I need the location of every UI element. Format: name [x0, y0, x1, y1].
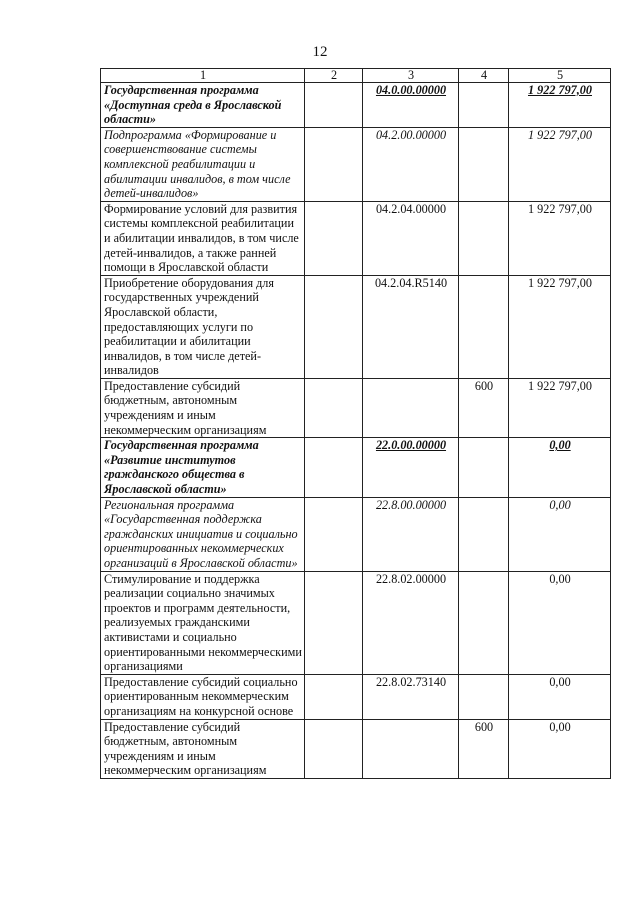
row-col2 — [305, 378, 363, 437]
row-amount: 1 922 797,00 — [509, 275, 611, 378]
row-col2 — [305, 719, 363, 778]
header-col-1: 1 — [101, 69, 305, 83]
row-col2 — [305, 127, 363, 201]
row-amount: 1 922 797,00 — [509, 127, 611, 201]
table-row — [101, 275, 611, 378]
row-col4 — [459, 674, 509, 719]
header-col-5: 5 — [509, 69, 611, 83]
row-amount: 1 922 797,00 — [509, 378, 611, 437]
row-name: Подпрограмма «Формирование и совершенствование системы комплексной реабилитации и абилитации инвалидов, в том числе детей-инвалидов» — [101, 127, 305, 201]
row-code — [363, 719, 459, 778]
row-name: Государственная программа «Доступная среда в Ярославской области» — [101, 83, 305, 128]
row-code: 22.8.02.00000 — [363, 571, 459, 674]
row-col4: 600 — [459, 719, 509, 778]
row-col4: 600 — [459, 378, 509, 437]
table-row — [101, 378, 611, 437]
row-name: Стимулирование и поддержка реализации социально значимых проектов и программ деятельности, реализуемых гражданскими активистами и социально ориентированными некоммерческими организациями — [101, 571, 305, 674]
table-row — [101, 497, 611, 571]
row-name: Формирование условий для развития системы комплексной реабилитации и абилитации инвалидов, в том числе детей-инвалидов, а также ранней помощи в Ярославской области — [101, 201, 305, 275]
row-code: 22.0.00.00000 — [363, 438, 459, 497]
row-amount: 0,00 — [509, 571, 611, 674]
table-header-row — [101, 69, 611, 83]
header-col-3: 3 — [363, 69, 459, 83]
row-name: Предоставление субсидий бюджетным, автономным учреждениям и иным некоммерческим организациям — [101, 719, 305, 778]
row-code: 04.2.04.00000 — [363, 201, 459, 275]
row-col2 — [305, 83, 363, 128]
row-code — [363, 378, 459, 437]
row-col2 — [305, 438, 363, 497]
row-col4 — [459, 571, 509, 674]
header-col-2: 2 — [305, 69, 363, 83]
table-row — [101, 571, 611, 674]
row-col4 — [459, 438, 509, 497]
table-row — [101, 127, 611, 201]
table-row — [101, 674, 611, 719]
row-amount: 1 922 797,00 — [509, 83, 611, 128]
row-code: 04.2.00.00000 — [363, 127, 459, 201]
table-row — [101, 201, 611, 275]
table-row — [101, 438, 611, 497]
row-col4 — [459, 127, 509, 201]
row-col4 — [459, 275, 509, 378]
row-name: Предоставление субсидий социально ориентированным некоммерческим организациям на конкурсной основе — [101, 674, 305, 719]
budget-table — [100, 68, 611, 779]
row-col4 — [459, 83, 509, 128]
row-name: Государственная программа «Развитие институтов гражданского общества в Ярославской области» — [101, 438, 305, 497]
row-code: 04.0.00.00000 — [363, 83, 459, 128]
row-code: 22.8.02.73140 — [363, 674, 459, 719]
row-code: 04.2.04.R5140 — [363, 275, 459, 378]
row-name: Региональная программа «Государственная поддержка гражданских инициатив и социально ориентированных некоммерческих организаций в Ярославской области» — [101, 497, 305, 571]
row-amount: 0,00 — [509, 674, 611, 719]
row-col2 — [305, 571, 363, 674]
row-amount: 0,00 — [509, 438, 611, 497]
page-number: 12 — [312, 44, 328, 60]
row-name: Приобретение оборудования для государственных учреждений Ярославской области, предоставляющих услуги по реабилитации и абилитации инвалидов, в том числе детей-инвалидов — [101, 275, 305, 378]
table-row — [101, 719, 611, 778]
row-code: 22.8.00.00000 — [363, 497, 459, 571]
row-col2 — [305, 201, 363, 275]
row-amount: 0,00 — [509, 719, 611, 778]
row-amount: 1 922 797,00 — [509, 201, 611, 275]
row-name: Предоставление субсидий бюджетным, автономным учреждениям и иным некоммерческим организациям — [101, 378, 305, 437]
row-col2 — [305, 275, 363, 378]
row-col2 — [305, 497, 363, 571]
row-amount: 0,00 — [509, 497, 611, 571]
row-col4 — [459, 201, 509, 275]
header-col-4: 4 — [459, 69, 509, 83]
table-row — [101, 83, 611, 128]
row-col2 — [305, 674, 363, 719]
row-col4 — [459, 497, 509, 571]
